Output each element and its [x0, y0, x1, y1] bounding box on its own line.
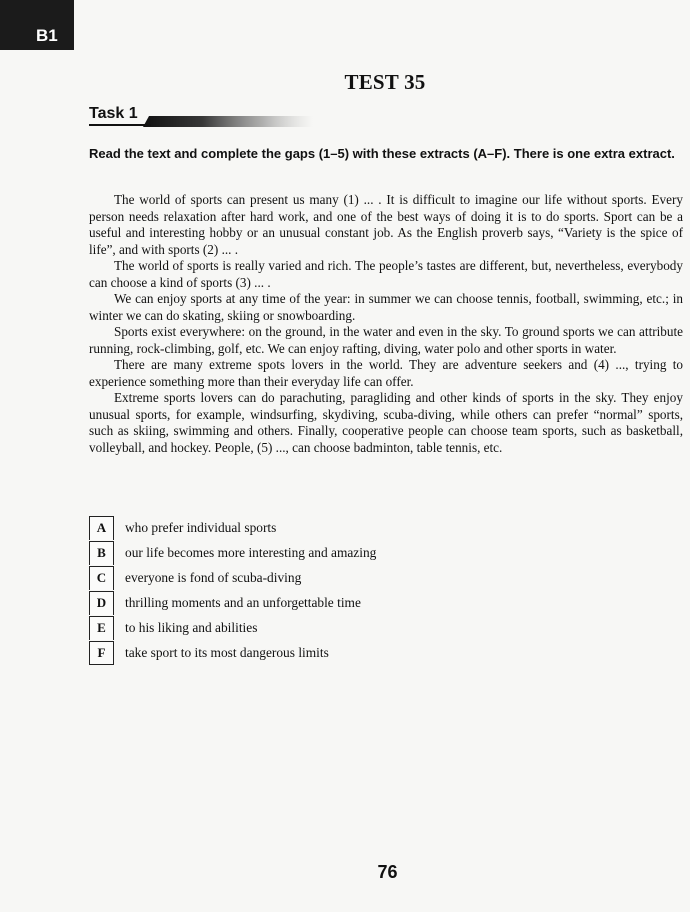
extract-letter: F [89, 641, 114, 665]
extract-e [89, 615, 509, 640]
task-underline [89, 124, 151, 126]
extract-a [89, 515, 509, 540]
extract-text: our life becomes more interesting and amazing [125, 544, 377, 560]
extract-text: who prefer individual sports [125, 519, 277, 535]
page-number: 76 [377, 862, 398, 882]
section-badge [0, 0, 74, 50]
extract-letter: D [89, 591, 114, 615]
extract-d [89, 590, 509, 615]
extract-b [89, 540, 509, 565]
paragraph-3: We can enjoy sports at any time of the year: in summer we can choose tennis, football, swimming, etc.; in winter we can do skating, skiing or snowboarding. [89, 291, 683, 323]
paragraph-5: There are many extreme spots lovers in the world. They are adventure seekers and (4) ..., trying to experience something more than their everyday life can offer. [89, 357, 683, 389]
extract-c [89, 565, 509, 590]
extract-f [89, 640, 509, 665]
task-decorative-bar [143, 116, 313, 127]
paragraph-1: The world of sports can present us many (1) ... . It is difficult to imagine our life without sports. Every person needs relaxation after hard work, and one of the best ways of doing it is to do sports. Sport can be a useful and interesting hobby or an unusual constant job. As the English proverb says, “Variety is the spice of life”, and with sports (2) ... . [89, 192, 683, 257]
extract-text: thrilling moments and an unforgettable time [125, 594, 361, 610]
section-badge-label: B1 [36, 26, 58, 45]
paragraph-6: Extreme sports lovers can do parachuting, paragliding and other kinds of sports in the sky. They enjoy unusual sports, for example, windsurfing, skydiving, scuba-diving, while others can prefer “normal” sports, such as skiing, swimming and others. Finally, cooperative people can choose team sports, such as basketball, volleyball, and hockey. People, (5) ..., can choose badminton, table tennis, etc. [89, 390, 683, 455]
extract-letter: E [89, 616, 114, 640]
task-label: Task 1 [89, 105, 138, 122]
extract-letter: B [89, 541, 114, 565]
extract-text: to his liking and abilities [125, 619, 258, 635]
extract-letter: A [89, 516, 114, 540]
reading-text [89, 192, 683, 456]
test-title: TEST 35 [344, 70, 426, 94]
paragraph-4: Sports exist everywhere: on the ground, in the water and even in the sky. To ground sports we can attribute running, rock-climbing, golf, etc. We can enjoy rafting, diving, water polo and other sports in water. [89, 324, 683, 356]
extract-text: take sport to its most dangerous limits [125, 644, 329, 660]
paragraph-2: The world of sports is really varied and rich. The people’s tastes are different, but, nevertheless, everybody can choose a kind of sports (3) ... . [89, 258, 683, 290]
extract-letter: C [89, 566, 114, 590]
task-instruction: Read the text and complete the gaps (1–5) with these extracts (A–F). There is one extra extract. [89, 146, 675, 161]
extracts-list [89, 515, 509, 665]
extract-text: everyone is fond of scuba-diving [125, 569, 302, 585]
